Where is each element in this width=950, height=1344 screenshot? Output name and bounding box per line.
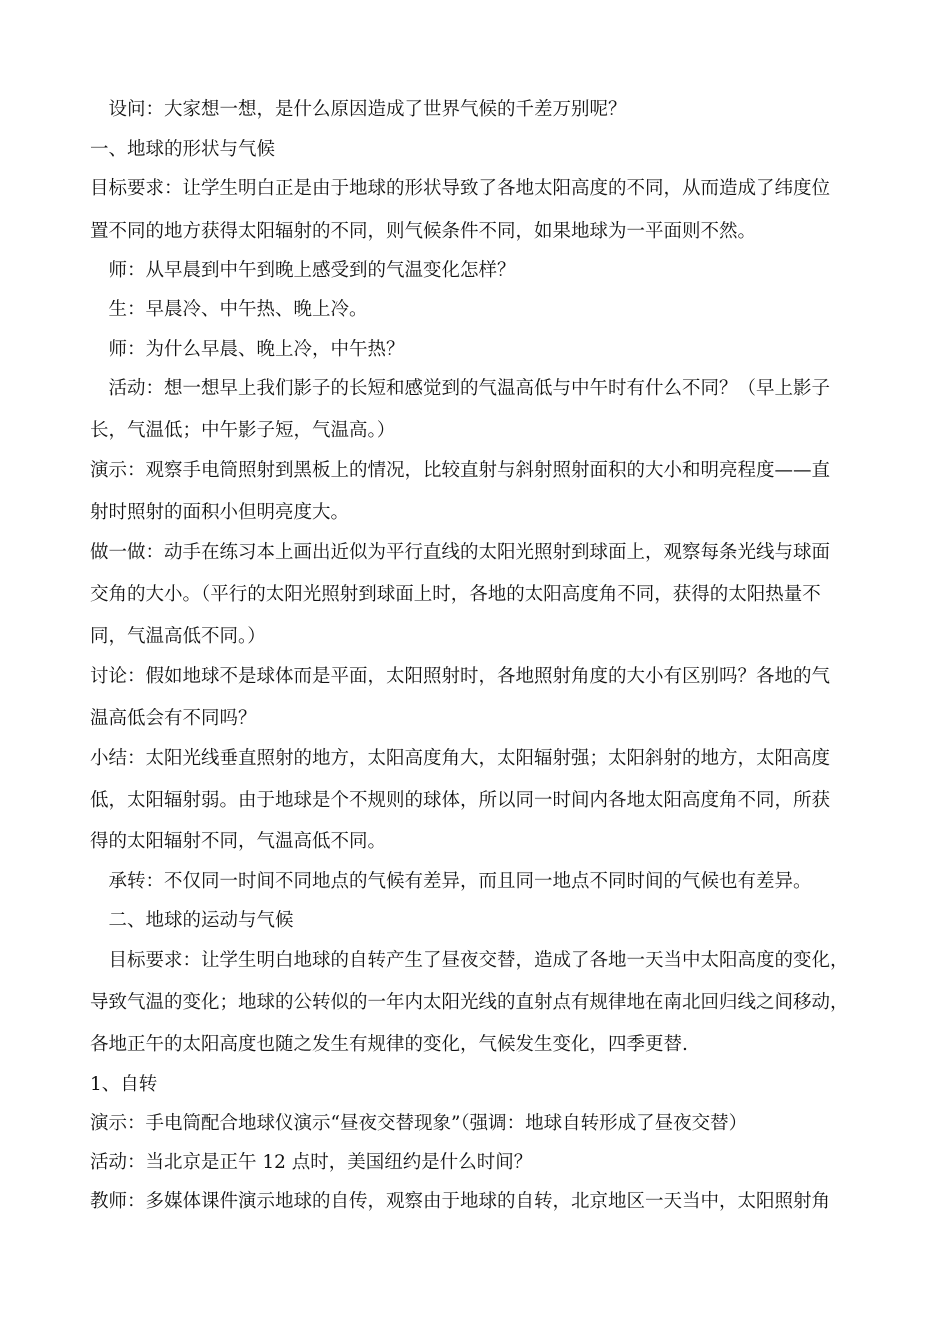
text-line: 小结：太阳光线垂直照射的地方，太阳高度角大，太阳辐射强；太阳斜射的地方，太阳高度	[90, 748, 831, 769]
text-line: 交角的大小。（平行的太阳光照射到球面上时，各地的太阳高度角不同，获得的太阳热量不	[90, 584, 821, 605]
text-line: 讨论：假如地球不是球体而是平面，太阳照射时，各地照射角度的大小有区别吗？各地的气	[90, 666, 831, 687]
text-line: 导致气温的变化；地球的公转似的一年内太阳光线的直射点有规律地在南北回归线之间移动，	[90, 992, 849, 1013]
text-line: 活动：想一想早上我们影子的长短和感觉到的气温高低与中午时有什么不同？（早上影子	[90, 378, 831, 399]
text-line: 做一做：动手在练习本上画出近似为平行直线的太阳光照射到球面上，观察每条光线与球面	[90, 542, 831, 563]
text-line: 演示：观察手电筒照射到黑板上的情况，比较直射与斜射照射面积的大小和明亮程度——直	[90, 460, 831, 481]
text-line: 承转：不仅同一时间不同地点的气候有差异，而且同一地点不同时间的气候也有差异。	[90, 871, 812, 892]
text-line: 同，气温高低不同。）	[90, 626, 266, 647]
text-line: 设问：大家想一想，是什么原因造成了世界气候的千差万别呢？	[90, 99, 627, 120]
text-line: 生：早晨冷、中午热、晚上冷。	[90, 299, 368, 320]
text-line: 长，气温低；中午影子短，气温高。）	[90, 420, 396, 441]
text-line: 目标要求：让学生明白正是由于地球的形状导致了各地太阳高度的不同，从而造成了纬度位	[90, 178, 831, 199]
text-line: 教师：多媒体课件演示地球的自传，观察由于地球的自转，北京地区一天当中，太阳照射角	[90, 1191, 831, 1212]
text-line: 低，太阳辐射弱。由于地球是个不规则的球体，所以同一时间内各地太阳高度角不同，所获	[90, 790, 831, 811]
text-line: 得的太阳辐射不同，气温高低不同。	[90, 831, 387, 852]
section-heading: 一、地球的形状与气候	[90, 139, 276, 160]
text-line: 温高低会有不同吗？	[90, 708, 257, 729]
subsection-heading: 1、自转	[90, 1074, 158, 1095]
text-line: 置不同的地方获得太阳辐射的不同，则气候条件不同，如果地球为一平面则不然。	[90, 221, 757, 242]
text-line: 演示：手电筒配合地球仪演示“昼夜交替现象”（强调：地球自转形成了昼夜交替）	[90, 1113, 748, 1134]
section-heading: 二、地球的运动与气候	[90, 910, 294, 931]
text-line: 师：为什么早晨、晚上冷，中午热？	[90, 339, 405, 360]
text-line: 各地正午的太阳高度也随之发生有规律的变化，气候发生变化，四季更替.	[90, 1034, 688, 1055]
text-line: 射时照射的面积小但明亮度大。	[90, 502, 350, 523]
text-line: 师：从早晨到中午到晚上感受到的气温变化怎样？	[90, 260, 516, 281]
text-line: 目标要求：让学生明白地球的自转产生了昼夜交替，造成了各地一天当中太阳高度的变化，	[90, 950, 849, 971]
text-line: 活动：当北京是正午 12 点时，美国纽约是什么时间？	[90, 1152, 533, 1173]
